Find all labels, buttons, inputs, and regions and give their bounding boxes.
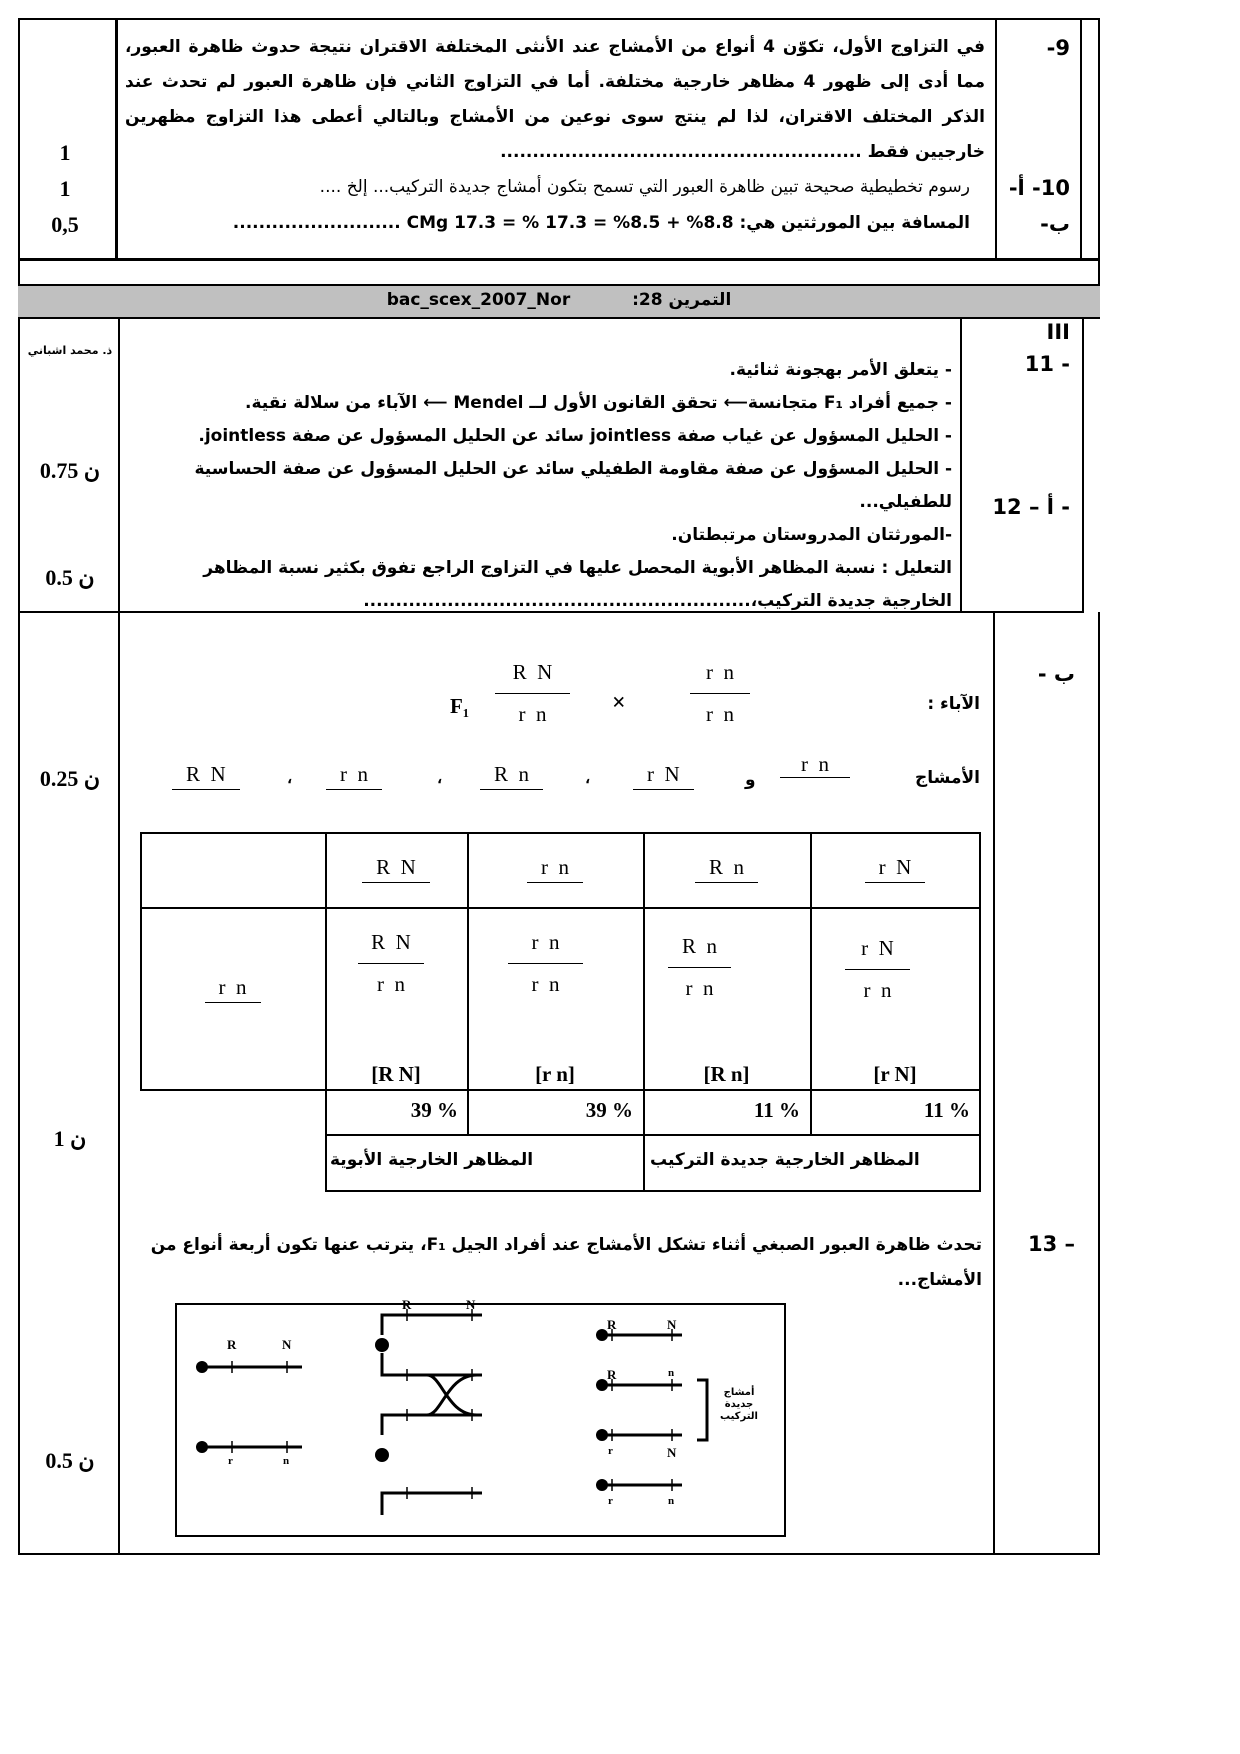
parental-phenotypes-group: المظاهر الخارجية الأبوية [330, 1150, 534, 1170]
allele-label: r [608, 1445, 613, 1457]
answer-line: -المورثتان المدروستان مرتبطتان. [671, 525, 952, 545]
chromosome-drawing [177, 1305, 784, 1535]
question-number: 10- أ- [1008, 176, 1070, 200]
score: 1 ن [53, 1126, 87, 1151]
chromosome-bottom: r n [706, 702, 734, 726]
percentage: 11 % [923, 1098, 970, 1122]
answer-10a: رسوم تخطيطية صحيحة تبين ظاهرة العبور التي تسمح بتكون أمشاج جديدة التركيب... إلخ .... [319, 177, 970, 197]
answer-10b: المسافة بين المورثتين هي: 8.8% + 8.5% = 17.3 % = 17.3 CMg .......................... [232, 213, 970, 233]
crossing-over-diagram [175, 1297, 786, 1537]
chromosome-bottom: r n [377, 972, 405, 996]
phenotype: [R n] [703, 1062, 750, 1086]
chromosome-top: R N [512, 660, 553, 684]
score: 0.25 ن [39, 766, 101, 791]
gamete: R N [172, 762, 240, 790]
row-gamete: r n [205, 975, 261, 1003]
gamete: r n [326, 762, 382, 790]
chromosome-bottom: r n [518, 702, 547, 726]
phenotype: [r n] [535, 1062, 575, 1086]
question-number: - أ – 12 [992, 495, 1070, 519]
f1-label: F₁ [450, 694, 470, 718]
exercise-title: التمرين 28: [632, 290, 732, 310]
question-number: - 11 [1024, 352, 1070, 376]
recombinant-phenotypes-group: المظاهر الخارجية جديدة التركيب [650, 1150, 920, 1170]
allele-label: R [607, 1367, 617, 1382]
answer-line: - الحليل المسؤول عن صفة مقاومة الطفيلي سائد عن الحليل المسؤول عن صفة الحساسية للطفيلي... [194, 459, 952, 512]
column-gamete: r N [865, 855, 926, 883]
parent-genotype-recessive [690, 660, 750, 727]
chromosome-top: r N [861, 936, 894, 960]
allele-label: N [466, 1297, 476, 1312]
allele-label: R [227, 1337, 237, 1352]
chromosome-bottom: r n [685, 976, 714, 1000]
recombinant-gametes-label: أمشاج جديدة التركيب [720, 1387, 758, 1422]
chromosome-top: R n [681, 934, 717, 958]
percentage: 39 % [410, 1098, 458, 1122]
allele-label: r [608, 1495, 613, 1507]
column-gamete: r n [527, 855, 583, 883]
answer-line: - يتعلق الأمر بهجونة ثنائية. [729, 360, 952, 380]
and-word: و [745, 770, 756, 790]
column-gamete: R N [362, 855, 430, 883]
phenotype: [R N] [371, 1062, 421, 1086]
separator: ، [287, 770, 293, 787]
percentage: 11 % [753, 1098, 800, 1122]
allele-label: N [667, 1317, 677, 1332]
gamete: R n [480, 762, 543, 790]
score: 0.5 ن [45, 1448, 95, 1473]
gametes-label: الأمشاج [915, 768, 980, 788]
parent-genotype-f1 [495, 660, 570, 727]
chromosome-top: R N [371, 930, 411, 954]
separator: ، [585, 770, 591, 787]
chromosome-bottom: r n [863, 978, 892, 1002]
gamete: r N [633, 762, 694, 790]
question-number: ب - [1037, 662, 1075, 686]
allele-label: r [228, 1455, 233, 1467]
phenotype: [r N] [873, 1062, 917, 1086]
answer-13: تحدث ظاهرة العبور الصبغي أثناء تشكل الأمشاج عند أفراد الجيل F₁، يترتب عنها تكون أربعة أنواع من الأمشاج... [150, 1235, 982, 1290]
parents-label: الآباء : [927, 694, 980, 714]
exercise-code: bac_scex_2007_Nor [386, 290, 571, 310]
question-number: – 13 [1027, 1232, 1075, 1256]
allele-label: R [402, 1297, 412, 1312]
allele-label: n [668, 1495, 675, 1507]
chromosome-bottom: r n [531, 972, 560, 996]
part-number: III [1046, 320, 1070, 344]
offspring-genotype [845, 936, 910, 1003]
percentage: 39 % [585, 1098, 633, 1122]
score: 0.5 ن [45, 565, 95, 590]
question-number: 9- [1046, 36, 1070, 60]
author-signature: ذ. محمد اشباني [22, 344, 118, 357]
separator: ، [437, 770, 443, 787]
question-number: ب- [1040, 212, 1070, 236]
score: 1 [59, 140, 71, 165]
offspring-genotype [508, 930, 583, 997]
exercise-header [18, 284, 1100, 319]
score: 0.75 ن [39, 458, 101, 483]
chromosome-top: r n [531, 930, 560, 954]
answer-line: التعليل : نسبة المظاهر الأبوية المحصل عليها في التزاوج الراجع تفوق بكثير نسبة المظاهر الخارجية جديدة التركيب،............................................................ [203, 558, 952, 611]
cross-symbol: × [612, 690, 626, 716]
allele-label: R [607, 1317, 617, 1332]
allele-label: n [283, 1455, 290, 1467]
answer-9: في التزاوج الأول، تكوّن 4 أنواع من الأمشاج عند الأنثى المختلفة الاقتران نتيجة حدوث ظاهرة العبور، مما أدى إلى ظهور 4 مظاهر خارجية مختلفة. أما في التزاوج الثاني فإن ظاهرة العبور لم تحدث عند الذكر المختلف الاقتران، لذا لم ينتج سوى نوعين من الأمشاج وبالتالي أعطى هذا التزاوج مظهرين خارجيين فقط ........................................................ [125, 37, 985, 162]
allele-label: N [282, 1337, 292, 1352]
column-gamete: R n [695, 855, 758, 883]
score: 0,5 [51, 212, 79, 237]
score: 1 [59, 176, 71, 201]
chromosome-top: r n [706, 660, 734, 684]
answer-line: - الحليل المسؤول عن غياب صفة jointless سائد عن الحليل المسؤول عن صفة jointless. [198, 426, 952, 446]
allele-label: n [668, 1367, 675, 1379]
allele-label: N [667, 1445, 677, 1460]
offspring-genotype [668, 934, 731, 1001]
offspring-genotype [358, 930, 424, 997]
gamete-p2: r n [780, 752, 850, 778]
answer-line: - جميع أفراد F₁ متجانسة⟵ تحقق القانون الأول لــ Mendel ⟵ الآباء من سلالة نقية. [245, 393, 952, 413]
